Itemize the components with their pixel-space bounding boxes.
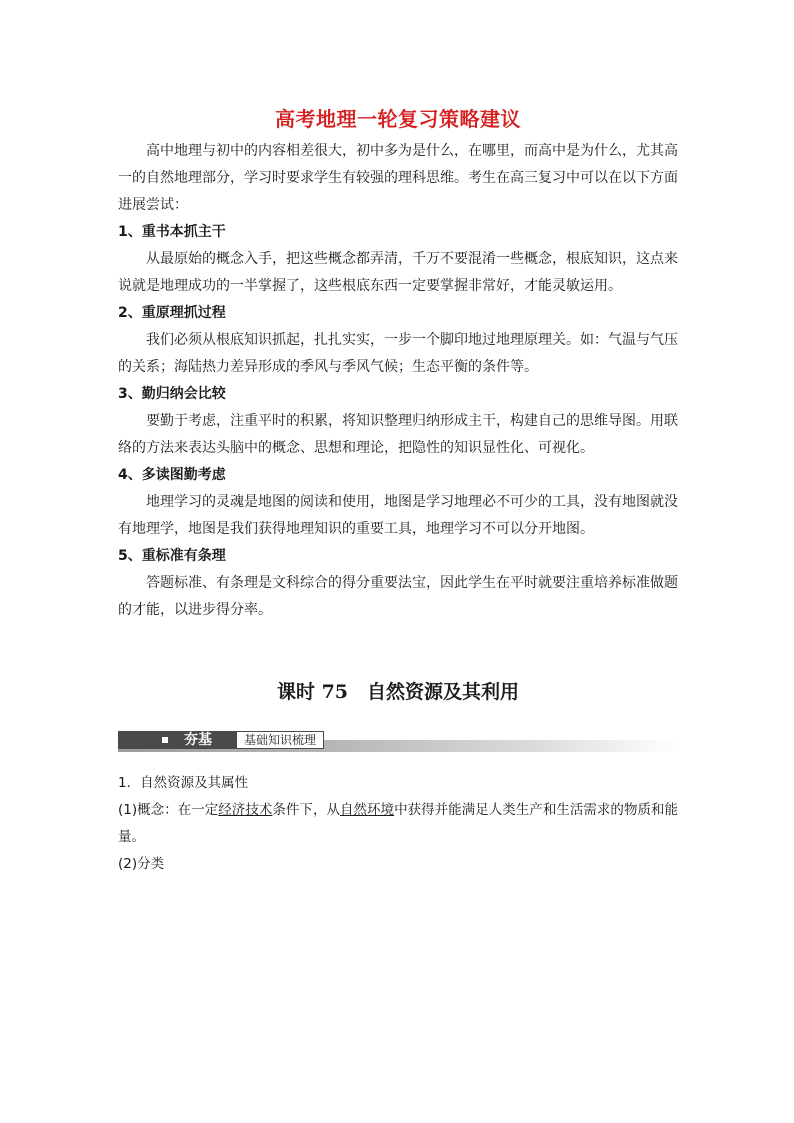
keyword-economic-technology: 经济技术 [218, 802, 273, 818]
square-bullet-icon [162, 737, 168, 743]
banner-label: 夯基 [184, 732, 212, 748]
tip-heading-5: 5、重标准有条理 [118, 548, 226, 564]
page-title: 高考地理一轮复习策略建议 [275, 107, 521, 131]
concept-middle: 条件下，从 [272, 802, 340, 818]
tip-text-3: 要勤于考虑，注重平时的积累，将知识整理归纳形成主干，构建自己的思维导图。用联络的方法来表达头脑中的概念、思想和理论，把隐性的知识显性化、可视化。 [118, 413, 678, 456]
tip-heading-4: 4、多读图勤考虑 [118, 467, 226, 483]
item-heading: 1．自然资源及其属性 [118, 775, 249, 791]
knowledge-section [118, 770, 678, 878]
classification-line: (2)分类 [118, 856, 165, 872]
intro-paragraph: 高中地理与初中的内容相差很大，初中多为是什么，在哪里，而高中是为什么，尤其高一的自然地理部分，学习时要求学生有较强的理科思维。考生在高三复习中可以在以下方面进展尝试： [118, 143, 678, 213]
concept-prefix: (1)概念：在一定 [118, 802, 219, 818]
lesson-title: 课时 75 自然资源及其利用 [276, 681, 520, 703]
strategy-section [118, 104, 678, 624]
tip-heading-3: 3、勤归纳会比较 [118, 386, 226, 402]
tip-text-5: 答题标准、有条理是文科综合的得分重要法宝，因此学生在平时就要注重培养标准做题的才能，以进步得分率。 [118, 575, 678, 618]
tip-text-2: 我们必须从根底知识抓起，扎扎实实，一步一个脚印地过地理原理关。如：气温与气压的关系；海陆热力差异形成的季风与季风气候；生态平衡的条件等。 [118, 332, 678, 375]
keyword-natural-environment: 自然环境 [339, 802, 395, 818]
tip-text-4: 地理学习的灵魂是地图的阅读和使用，地图是学习地理必不可少的工具，没有地图就没有地理学，地图是我们获得地理知识的重要工具，地理学习不可以分开地图。 [118, 494, 678, 537]
tip-heading-1: 1、重书本抓主干 [118, 224, 226, 240]
concept-paragraph [118, 797, 678, 851]
banner-tag: 基础知识梳理 [236, 731, 324, 749]
section-banner [118, 731, 678, 753]
banner-dark-block [118, 731, 236, 749]
concept-suffix: 中获得并能满足人类生产和生活需求的物质和能量。 [118, 802, 679, 845]
tip-text-1: 从最原始的概念入手，把这些概念都弄清，千万不要混淆一些概念，根底知识，这点来说就是地理成功的一半掌握了，这些根底东西一定要掌握非常好，才能灵敏运用。 [118, 251, 678, 294]
tip-heading-2: 2、重原理抓过程 [118, 305, 226, 321]
